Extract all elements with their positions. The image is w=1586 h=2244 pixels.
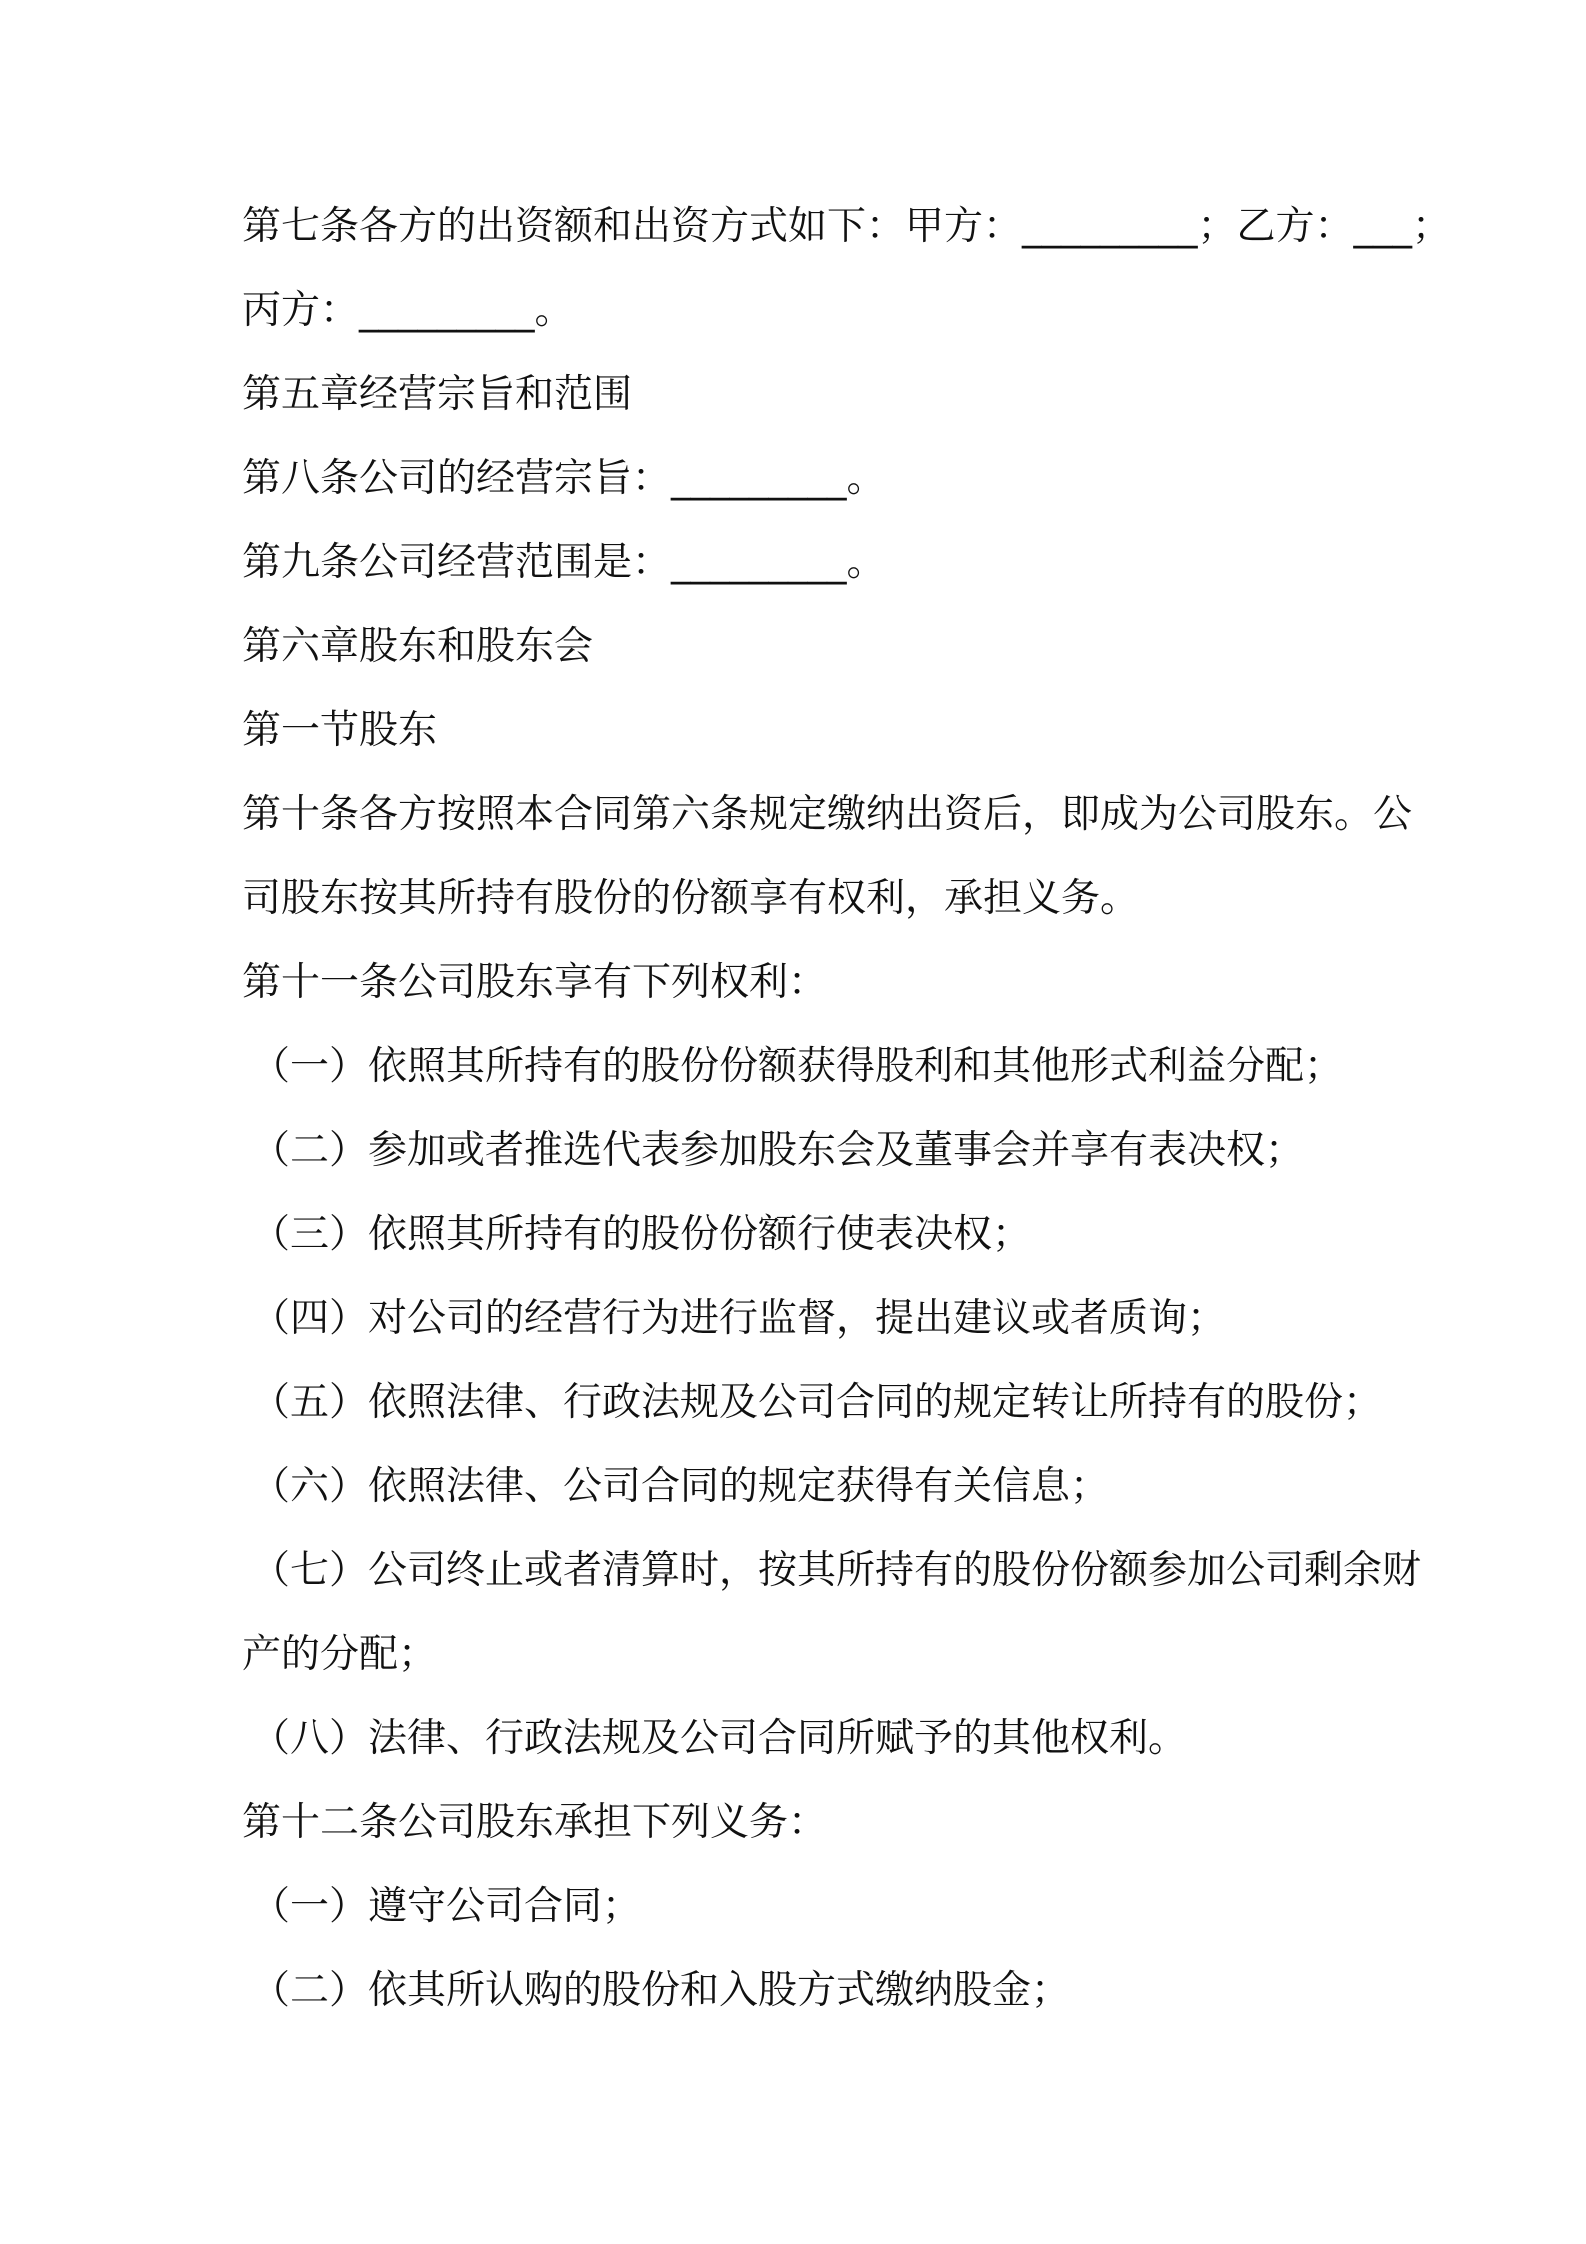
list-item-continuation: 产的分配； (242, 1632, 438, 1677)
list-item: （七）公司终止或者清算时，按其所持有的股份份额参加公司剩余财 (251, 1548, 1422, 1593)
clause-10-line-1: 第十条各方按照本合同第六条规定缴纳出资后，即成为公司股东。公 (242, 792, 1413, 837)
clause-7-line-2: 丙方：_________。 (242, 288, 574, 333)
clause-11-heading: 第十一条公司股东享有下列权利： (242, 960, 828, 1005)
clause-12-heading: 第十二条公司股东承担下列义务： (242, 1800, 828, 1845)
list-item: （五）依照法律、行政法规及公司合同的规定转让所持有的股份； (251, 1380, 1383, 1425)
list-item: （八）法律、行政法规及公司合同所赋予的其他权利。 (251, 1716, 1188, 1761)
clause-10-line-2: 司股东按其所持有股份的份额享有权利，承担义务。 (242, 876, 1140, 921)
list-item: （二）参加或者推选代表参加股东会及董事会并享有表决权； (251, 1128, 1305, 1173)
chapter-6-heading: 第六章股东和股东会 (242, 624, 594, 669)
list-item: （三）依照其所持有的股份份额行使表决权； (251, 1212, 1032, 1257)
clause-7-line-1: 第七条各方的出资额和出资方式如下：甲方：_________；乙方：___； (242, 204, 1452, 249)
list-item: （二）依其所认购的股份和入股方式缴纳股金； (251, 1968, 1071, 2013)
clause-9: 第九条公司经营范围是：_________。 (242, 540, 886, 585)
chapter-5-heading: 第五章经营宗旨和范围 (242, 372, 633, 417)
list-item: （六）依照法律、公司合同的规定获得有关信息； (251, 1464, 1110, 1509)
list-item: （一）依照其所持有的股份份额获得股利和其他形式利益分配； (251, 1044, 1344, 1089)
list-item: （一）遵守公司合同； (251, 1884, 642, 1929)
list-item: （四）对公司的经营行为进行监督，提出建议或者质询； (251, 1296, 1227, 1341)
section-1-heading: 第一节股东 (242, 708, 438, 753)
clause-8: 第八条公司的经营宗旨：_________。 (242, 456, 886, 501)
